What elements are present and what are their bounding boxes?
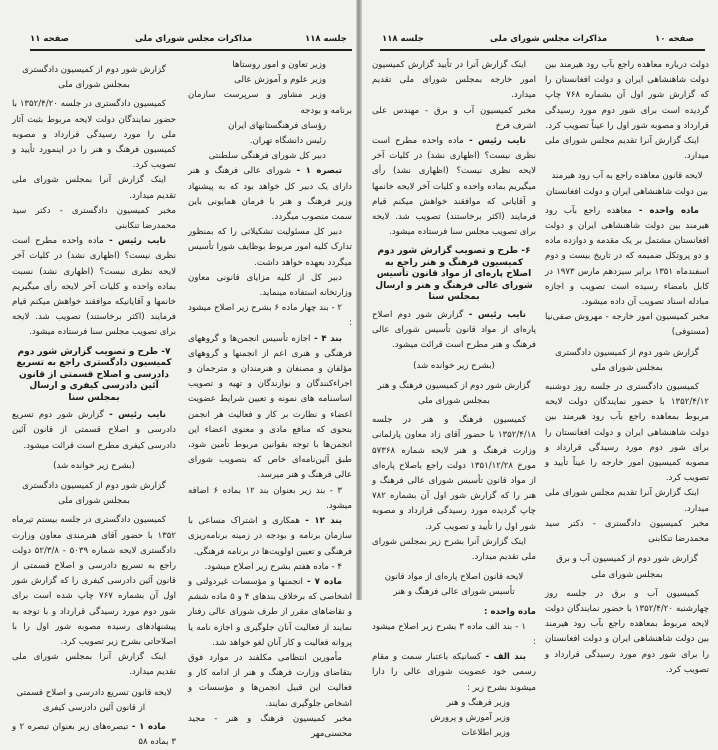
paragraph-text: شورای عالی فرهنگ و هنر دارای یک دبیر کل خواهد بود که به پیشنهاد وزیر فرهنگ و هنر با فرمان همایونی باین سمت منصوب میگردد. [188,166,352,223]
paragraph: اینک گزارش آنرا در تأیید گزارش کمیسیون امور خارجه بمجلس شورای ملی تقدیم میدارد. [372,60,536,101]
speaker-paragraph [188,514,352,560]
left-page-column-left [12,58,176,750]
list-item: دبیر کل شورای فرهنگی سلطنتی [208,151,326,162]
agenda-heading: ۷- طرح و تصویب گزارش شور دوم کمیسیون دادگستری راجع به تسریع دادرسی و اصلاح قسمتی از قانون آئین دادرسی کیفری و ارسال بمجلس سنا [16,346,172,403]
speaker-paragraph [372,134,536,240]
paragraph-text: گزارش شور دوم اصلاح پاره‌ای از مواد قانون تأسیس شورای عالی فرهنگ و هنر مطرح است قرائت میشود. [372,309,536,351]
bold-lead: بند الف - [481,652,526,663]
paragraph: اینک گزارش آنرا بمجلس شورای ملی تقدیم میدارد. [12,175,176,201]
paragraph-text: کسانیکه باعتبار سمت و مقام رسمی خود عضویت شورای عالی را دارا میشوند بشرح زیر : [372,652,536,693]
speaker-paragraph [188,575,352,651]
book-gutter [356,0,362,600]
paragraph: اینک گزارش آنرا بمجلس شورای ملی تقدیم میدارد. [12,652,176,678]
section-title: گزارش شور دوم از کمیسیون فرهنگ و هنر بمجلس شورای ملی [377,380,531,406]
bold-lead: نایب رئیس - [103,410,166,421]
bold-lead: ماده واحده - [631,205,700,216]
paragraph: دبیر کل مسئولیت تشکیلاتی را که بمنظور تدارک کلیه امور مربوط بوظایف شورا تأسیس میگردد بعهده خواهد داشت. [188,227,352,268]
paragraph: مأمورین انتظامی مکلفند در موارد فوق بتقاضای وزارت فرهنگ و هنر از ادامه کار و فعالیت این قبیل انجمن‌ها و مؤسسات و اشخاص جلوگیری نمایند. [188,652,352,709]
bold-lead: تبصره ۱ - [291,166,342,177]
section-title: گزارش شور دوم از کمیسیون دادگستری بمجلس شورای ملی [555,347,699,373]
bold-lead: ماده ۷ - [302,576,342,587]
right-page-session: جلسه ۱۱۸ [382,34,424,44]
left-page-title: مذاکرات مجلس شورای ملی [135,34,253,44]
right-page-title: مذاکرات مجلس شورای ملی [490,34,608,44]
list-item: وزیر مشاور و سرپرست سازمان برنامه و بودجه [188,90,352,116]
section-title: (بشرح زیر خوانده شد) [53,460,135,471]
section-title: لایحه قانون معاهده راجع به آب رود هیرمند بین دولت شاهنشاهی ایران و دولت افغانستان [545,171,709,197]
speaker-paragraph [545,204,709,310]
paragraph: کمیسیون دادگستری در جلسه بیستم تیرماه ۱۳۵۲ با حضور آقای هنرمندی معاون وزارت دادگستری لایحه شماره ۵۰۳۹ - ۵۲/۳/۸ دولت راجع به تسریع دادرسی و اصلاح قسمتی از قانون آئین دادرسی کیفری را که گزارش شور اول آن بشماره ۷۶۷ چاپ شده است برای شور دوم مورد رسیدگی قرارداد و با توجه به پیشنهادهای رسیده مصوبه شور اول را با اصلاحاتی بشرح زیر تصویب کرد. [12,515,176,647]
list-item: وزیر علوم و آموزش عالی [234,75,326,86]
paragraph: مخبر کمیسیون آب و برق - مهندس علی اشرف فرخ [372,105,536,131]
speaker-paragraph [188,332,352,484]
bold-lead: بند ۴ - [310,333,342,344]
paragraph-text: انجمنها و مؤسسات غیردولتی و اشخاصی که برخلاف بندهای ۴ و ۵ ماده ششم و تقاضاهای مقرر از طرف شورای عالی رفتار نمایند از فعالیت آنان جلوگیری و اجازه نامه یا پروانه فعالیت و کار آنان لغو خواهد شد. [188,576,352,648]
left-page-column-right [188,58,352,742]
bold-lead: ماده ۱ - [128,722,166,733]
paragraph: ۲ - بند چهار ماده ۶ بشرح زیر اصلاح میشود : [188,303,352,329]
speaker-paragraph [12,234,176,340]
paragraph: دبیر کل از کلیه مزایای قانونی معاون وزارتخانه استفاده مینماید. [188,272,352,299]
left-page-number: صفحه ۱۱ [30,34,69,44]
paragraph: ۳ - بند زیر بعنوان بند ۱۲ بماده ۶ اضافه میشود. [188,485,352,511]
speaker-paragraph [12,720,176,750]
paragraph: ۴ - ماده هفتم بشرح زیر اصلاح میشود. [204,561,342,572]
right-page-column-left [372,58,536,741]
speaker-paragraph [188,164,352,225]
bold-lead: بند ۱۲ - [299,516,342,527]
paragraph-text: معاهده راجع بآب رود هیرمند بین دولت شاهنشاهی ایران و دولت افغانستان مشتمل بر یک مقدمه و دوازده ماده و دو پروتکل ضمیمه که در تاریخ بیست و دوم اسفندماه ۱۳۵۱ برابر سیزدهم مارس ۱۹۷۳ در کابل بامضاء رسیده است تصویب و اجازه مبادله اسناد تصویب آن داده میشود. [545,205,710,308]
left-header-rule [30,49,352,51]
section-title: گزارش شور دوم از کمیسیون آب و برق بمجلس شورای ملی [556,554,698,580]
right-page-column-right [545,58,709,678]
paragraph-text: اجازه تأسیس انجمن‌ها و گروههای فرهنگی و هنری اعم از انجمنها و گروههای مؤلفان و مصنفان و هنرمندان و مترجمان و اجراءکنندگان و نوازندگان و تهیه و تصویب اساسنامه های نمونه و تعیین شرایط عضویت اعضاء و نظارت بر کار و فعالیت هر انجمن بنحوی که منافع مادی و معنوی اعضاء این انجمن‌ها با توجه بقوانین مربوط تأمین شود، طبق آئین‌نامه‌ای خاص که بتصویب شورای عالی فرهنگ و هنر میرسد. [188,333,352,481]
paragraph-text: گزارش شور دوم تسریع دادرسی و اصلاح قسمتی از قانون آئین دادرسی کیفری مطرح است قرائت میشود. [12,410,176,451]
section-title: گزارش شور دوم از کمیسیون دادگستری بمجلس شورای ملی [22,480,166,507]
right-page-number: صفحه ۱۰ [655,34,694,44]
speaker-paragraph [372,308,536,354]
paragraph: ۱ - بند الف ماده ۳ بشرح زیر اصلاح میشود : [372,621,536,647]
paragraph: مخبر کمیسیون فرهنگ و هنر - مجید محسنی‌مهر [188,713,352,739]
paragraph-text: ماده واحده مطرح است نظری نیست؟ (اظهاری نشد) در کلیات آخر لایحه نظری نیست؟ (اظهاری نشد) نسبت بماده واحده و کلیات آخر لایحه رأی میگیریم خانمها و آقایانیکه موافقند خواهش میکنم قیام فرمایند (اکثر برخاستند) تصویب شد. لایحه برای تصویب مجلس سنا فرستاده میشود. [12,236,176,338]
speaker-paragraph [12,408,176,454]
paragraph: کمیسیون دادگستری در جلسه ۱۳۵۲/۴/۲۰ با حضور نمایندگان دولت لایحه مربوط بثبت آثار ملی را مورد رسیدگی قرارداد و مصوبه کمیسیون فرهنگ و هنر را در اینمورد تأیید و تصویب کرد. [12,99,176,171]
paragraph-text: تبصره‌های زیر بعنوان تبصره ۲ و ۳ بماده ۵۸ [12,722,176,748]
article-label: ماده واحده : [484,606,536,617]
paragraph: کمیسیون فرهنگ و هنر در جلسه ۱۳۵۲/۴/۱۸ با حضور آقای زاد معاون پارلمانی وزارت فرهنگ و هنر لایحه شماره ۵۷۳۶۸ مورخ ۱۳۵۱/۱۲/۲۸ دولت راجع باصلاح پاره‌ای از مواد قانون تأسیس شورای عالی فرهنگ و هنر را که گزارش شور اول آن بشماره ۷۸۲ چاپ گردیده مورد رسیدگی قرارداد و مصوبه شور اول را تأیید و تصویب کرد. [372,415,536,532]
list-item: وزیر آموزش و پرورش [430,713,510,724]
left-page-session: جلسه ۱۱۸ [305,34,347,44]
section-title: لایحه قانون اصلاح پاره‌ای از مواد قانون تأسیس شورای عالی فرهنگ و هنر [384,572,524,598]
list-item: رؤسای فرهنگستانهای ایران [228,120,326,131]
speaker-paragraph [372,650,536,696]
agenda-heading: ۶- طرح و تصویب گزارش شور دوم کمیسیون فرهنگ و هنر راجع به اصلاح پاره‌ای از مواد قانون تأسیس شورای عالی فرهنگ و هنر و ارسال بمجلس سنا [375,246,533,303]
paragraph: مخبر کمیسیون دادگستری - دکتر سید محمدرضا تنکابنی [545,518,709,545]
list-item: وزیر تعاون و امور روستاها [232,60,326,70]
paragraph: کمیسیون آب و برق در جلسه روز چهارشنبه ۱۳۵۲/۴/۲۰ با حضور نمایندگان دولت لایحه مربوط بمعاهده راجع بآب رود هیرمند بین دولت شاهنشاهی ایران و دولت افغانستان را برای شور دوم مورد رسیدگی قرارداد و تصویب کرد. [545,588,709,675]
paragraph: اینک گزارش آنرا بشرح زیر بمجلس شورای ملی تقدیم میدارد. [372,536,536,562]
paragraph: کمیسیون دادگستری در جلسه روز دوشنبه ۱۳۵۲/۴/۱۲ با حضور نمایندگان دولت لایحه مربوط بمعاهده راجع بآب رود هیرمند بین دولت شاهنشاهی ایران و دولت افغانستان را برای شور دوم مورد رسیدگی قرارداد و مصوبه کمیسیون امور خارجه را عیناً تأیید و تصویب کرد. [545,382,709,484]
section-title: گزارش شور دوم از کمیسیون دادگستری بمجلس شورای ملی [22,65,166,91]
paragraph: اینک گزارش آنرا تقدیم مجلس شورای ملی میدارد. [545,488,709,514]
paragraph: دولت درباره معاهده راجع بآب رود هیرمند بین دولت شاهنشاهی ایران و دولت افغانستان را که گزارش شور اول آن بشماره ۷۶۸ چاپ گردیده است برای شور دوم مورد رسیدگی قرارداد و مصوبه شور اول را عیناً تصویب کرد. [545,60,709,131]
list-item: وزیر اطلاعات [461,728,510,739]
bold-lead: نایب رئیس - [463,136,527,147]
section-title: لایحه قانون تسریع دادرسی و اصلاح قسمتی از قانون آئین دادرسی کیفری [16,687,172,713]
paragraph: مخبر کمیسیون دادگستری - دکتر سید محمدرضا تنکابنی [12,205,176,232]
paragraph-text: همکاری و اشتراک مساعی با سازمان برنامه و بودجه در زمینه برنامه‌ریزی فرهنگی و تعیین اولویت‌ها در برنامه فرهنگی. [188,516,352,557]
right-header-rule [380,49,705,51]
list-item: وزیر فرهنگ و هنر [446,697,510,708]
paragraph-text: ماده واحده مطرح است نظری نیست؟ (اظهاری نشد) در کلیات آخر لایحه نظری نیست؟ (اظهاری نشد) رأی میگیریم بماده واحده و کلیات آخر لایحه خانمها و آقایانی که موافقند خواهش میکنم قیام فرمایند (اکثر برخاستند) تصویب شد. لایحه برای تصویب مجلس سنا فرستاده میشود. [372,136,536,238]
bold-lead: نایب رئیس - [103,236,167,247]
paragraph: اینک گزارش آنرا تقدیم مجلس شورای ملی میدارد. [545,136,709,162]
bold-lead: نایب رئیس - [463,309,526,320]
section-title: (بشرح زیر خوانده شد) [413,360,495,371]
paragraph: مخبر کمیسیون امور خارجه - مهروش صفی‌نیا (مستوفی) [545,312,709,338]
list-item: رئیس دانشگاه تهران. [249,136,326,147]
